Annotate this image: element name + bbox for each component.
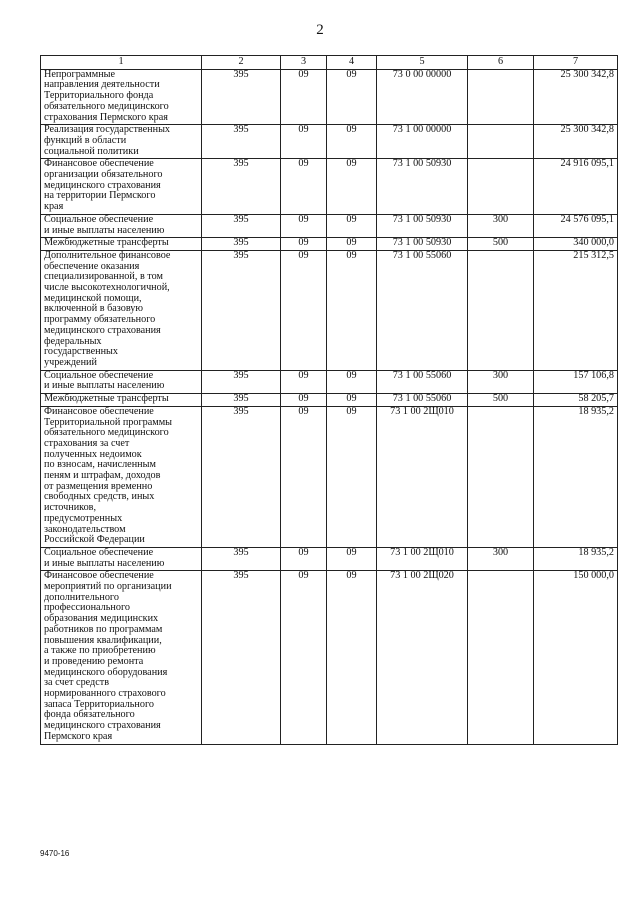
table-body: [41, 69, 618, 744]
row-name-cell: Социальное обеспечение и иные выплаты населению: [41, 547, 202, 570]
table-row: [41, 406, 618, 547]
subsection-cell: 09: [327, 394, 377, 407]
expense-type-cell: 300: [468, 547, 534, 570]
section-cell: 09: [281, 159, 327, 215]
table-row: [41, 370, 618, 393]
section-cell: 09: [281, 547, 327, 570]
section-cell: 09: [281, 69, 327, 125]
grbs-cell: 395: [202, 547, 281, 570]
expense-type-cell: 300: [468, 370, 534, 393]
column-header: 1: [41, 56, 202, 70]
amount-cell: 150 000,0: [534, 571, 618, 744]
page-number: 2: [316, 22, 324, 38]
section-cell: 09: [281, 238, 327, 251]
expense-type-cell: [468, 250, 534, 370]
target-article-cell: 73 1 00 50930: [377, 214, 468, 237]
grbs-cell: 395: [202, 370, 281, 393]
section-cell: 09: [281, 571, 327, 744]
table-row: [41, 125, 618, 159]
amount-cell: 157 106,8: [534, 370, 618, 393]
target-article-cell: 73 1 00 2Щ010: [377, 547, 468, 570]
grbs-cell: 395: [202, 238, 281, 251]
section-cell: 09: [281, 250, 327, 370]
subsection-cell: 09: [327, 406, 377, 547]
row-name-cell: Социальное обеспечение и иные выплаты населению: [41, 214, 202, 237]
grbs-cell: 395: [202, 125, 281, 159]
section-cell: 09: [281, 370, 327, 393]
subsection-cell: 09: [327, 159, 377, 215]
table-row: [41, 547, 618, 570]
expense-type-cell: [468, 69, 534, 125]
target-article-cell: 73 1 00 55060: [377, 394, 468, 407]
grbs-cell: 395: [202, 571, 281, 744]
section-cell: 09: [281, 406, 327, 547]
grbs-cell: 395: [202, 214, 281, 237]
row-name-cell: Непрограммные направления деятельности Территориального фонда обязательного медицинского страхования Пермского края: [41, 69, 202, 125]
amount-cell: 340 000,0: [534, 238, 618, 251]
row-name-cell: Социальное обеспечение и иные выплаты населению: [41, 370, 202, 393]
subsection-cell: 09: [327, 125, 377, 159]
grbs-cell: 395: [202, 69, 281, 125]
target-article-cell: 73 1 00 2Щ010: [377, 406, 468, 547]
budget-table: [40, 55, 618, 745]
expense-type-cell: 500: [468, 238, 534, 251]
grbs-cell: 395: [202, 394, 281, 407]
section-cell: 09: [281, 394, 327, 407]
column-header: 5: [377, 56, 468, 70]
subsection-cell: 09: [327, 370, 377, 393]
subsection-cell: 09: [327, 571, 377, 744]
amount-cell: 18 935,2: [534, 547, 618, 570]
subsection-cell: 09: [327, 214, 377, 237]
table-row: [41, 214, 618, 237]
expense-type-cell: [468, 125, 534, 159]
section-cell: 09: [281, 214, 327, 237]
row-name-cell: Межбюджетные трансферты: [41, 394, 202, 407]
amount-cell: 24 916 095,1: [534, 159, 618, 215]
section-cell: 09: [281, 125, 327, 159]
target-article-cell: 73 1 00 55060: [377, 370, 468, 393]
target-article-cell: 73 0 00 00000: [377, 69, 468, 125]
expense-type-cell: [468, 406, 534, 547]
target-article-cell: 73 1 00 2Щ020: [377, 571, 468, 744]
subsection-cell: 09: [327, 250, 377, 370]
amount-cell: 25 300 342,8: [534, 125, 618, 159]
grbs-cell: 395: [202, 159, 281, 215]
subsection-cell: 09: [327, 547, 377, 570]
row-name-cell: Финансовое обеспечение мероприятий по организации дополнительного профессионального образования медицинских работников по программам повышения квалификации, а также по приобретению и проведению ремонта медицинского оборудования за счет средств нормированного страхового запаса Территориального фонда обязательного медицинского страхования Пермского края: [41, 571, 202, 744]
document-code: 9470-16: [40, 849, 70, 858]
subsection-cell: 09: [327, 238, 377, 251]
table-row: [41, 250, 618, 370]
grbs-cell: 395: [202, 250, 281, 370]
target-article-cell: 73 1 00 00000: [377, 125, 468, 159]
row-name-cell: Финансовое обеспечение организации обязательного медицинского страхования на территории Пермского края: [41, 159, 202, 215]
column-header: 4: [327, 56, 377, 70]
amount-cell: 58 205,7: [534, 394, 618, 407]
row-name-cell: Межбюджетные трансферты: [41, 238, 202, 251]
amount-cell: 18 935,2: [534, 406, 618, 547]
row-name-cell: Реализация государственных функций в области социальной политики: [41, 125, 202, 159]
grbs-cell: 395: [202, 406, 281, 547]
column-header: 6: [468, 56, 534, 70]
row-name-cell: Дополнительное финансовое обеспечение оказания специализированной, в том числе высокотехнологичной, медицинской помощи, включенной в базовую программу обязательного медицинского страхования федеральных государственных учреждений: [41, 250, 202, 370]
target-article-cell: 73 1 00 50930: [377, 159, 468, 215]
expense-type-cell: 300: [468, 214, 534, 237]
column-header: 7: [534, 56, 618, 70]
expense-type-cell: 500: [468, 394, 534, 407]
table-row: [41, 159, 618, 215]
table-row: [41, 69, 618, 125]
table-row: [41, 571, 618, 744]
amount-cell: 25 300 342,8: [534, 69, 618, 125]
amount-cell: 215 312,5: [534, 250, 618, 370]
column-header: 2: [202, 56, 281, 70]
subsection-cell: 09: [327, 69, 377, 125]
table-row: [41, 238, 618, 251]
target-article-cell: 73 1 00 50930: [377, 238, 468, 251]
column-header: 3: [281, 56, 327, 70]
target-article-cell: 73 1 00 55060: [377, 250, 468, 370]
table-header-row: [41, 56, 618, 70]
expense-type-cell: [468, 159, 534, 215]
expense-type-cell: [468, 571, 534, 744]
amount-cell: 24 576 095,1: [534, 214, 618, 237]
row-name-cell: Финансовое обеспечение Территориальной программы обязательного медицинского страхования за счет полученных недоимок по взносам, начисленным пеням и штрафам, доходов от размещения временно свободных средств, иных источников, предусмотренных законодательством Российской Федерации: [41, 406, 202, 547]
table-row: [41, 394, 618, 407]
